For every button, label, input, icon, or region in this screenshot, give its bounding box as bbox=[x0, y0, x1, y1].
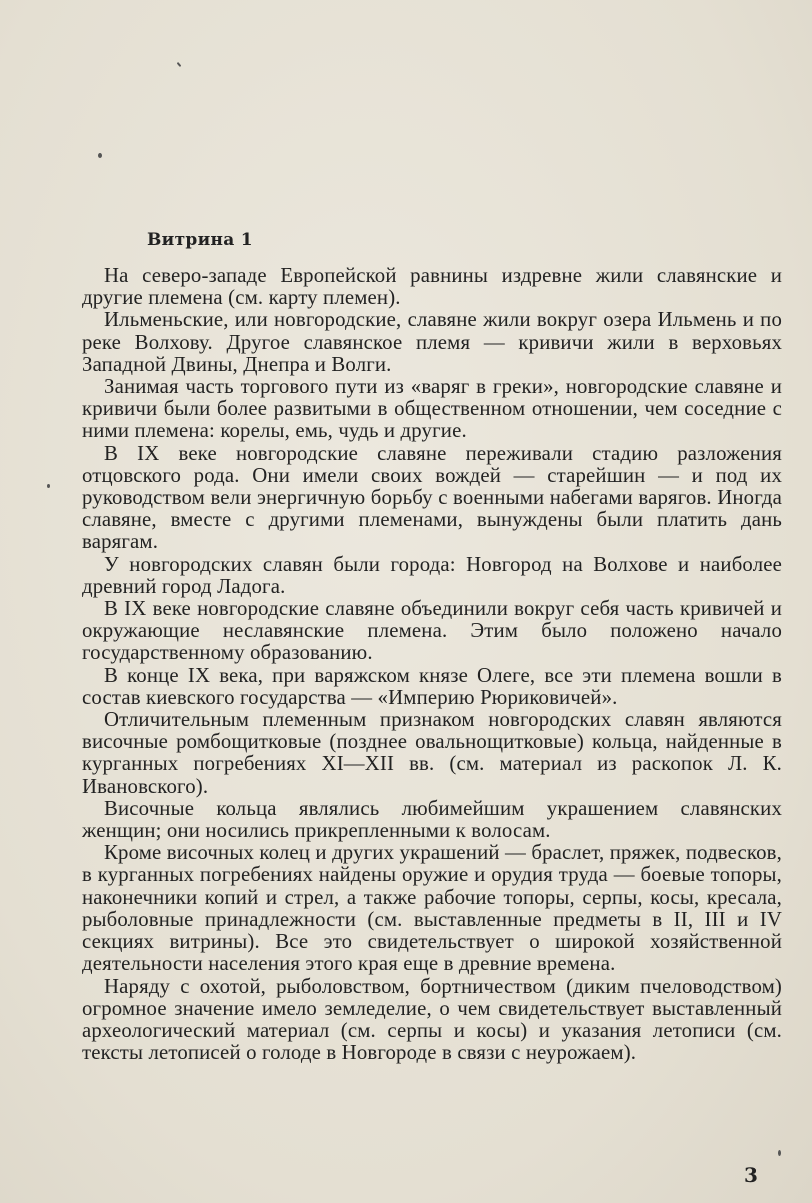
paragraph: Височные кольца являлись любимейшим украшением славянских женщин; они носились прикрепленными к волосам. bbox=[82, 796, 782, 843]
paragraph: Кроме височных колец и других украшений — браслет, пряжек, подвесков, в курганных погребениях найдены оружие и орудия труда — боевые топоры, наконечники копий и стрел, а также рабочие топоры, серпы, косы, кресала, рыболовные принадлежности (см. выставленные предметы в II, III и IV секциях витрины). Все это свидетельствует о широкой хозяйственной деятельности населения этого края еще в древние времена. bbox=[82, 841, 782, 976]
paragraph: Отличительным племенным признаком новгородских славян являются височные ромбощитковые (позднее овальнощитковые) кольца, найденные в курганных погребениях XI—XII вв. (см. материал из раскопок Л. К. Ивановского). bbox=[82, 708, 782, 798]
paper-speck bbox=[177, 62, 182, 67]
paragraph: В IX веке новгородские славяне объединили вокруг себя часть кривичей и окружающие неславянские племена. Этим было положено начало государственному образованию. bbox=[82, 597, 782, 665]
paper-speck bbox=[98, 153, 102, 158]
paragraph: Занимая часть торгового пути из «варяг в греки», новгородские славяне и кривичи были более развитыми в общественном отношении, чем соседние с ними племена: корелы, емь, чудь и другие. bbox=[82, 375, 782, 443]
body-text bbox=[82, 265, 782, 1064]
paragraph: Наряду с охотой, рыболовством, бортничеством (диким пчеловодством) огромное значение имело земледелие, о чем свидетельствует выставленный археологический материал (см. серпы и косы) и указания летописи (см. тексты летописей о голоде в Новгороде в связи с неурожаем). bbox=[82, 974, 782, 1065]
paragraph: В конце IX века, при варяжском князе Олеге, все эти племена вошли в состав киевского государства — «Империю Рюриковичей». bbox=[82, 663, 782, 709]
page-number: 3 bbox=[744, 1163, 758, 1187]
page-heading: Витрина 1 bbox=[147, 230, 253, 250]
paper-speck bbox=[47, 484, 50, 488]
paper-speck bbox=[778, 1150, 781, 1156]
paragraph: В IX веке новгородские славяне переживали стадию разложения отцовского рода. Они имели своих вождей — старейшин — и под их руководством вели энергичную борьбу с военными набегами варягов. Иногда славяне, вместе с другими племенами, вынуждены были платить дань варягам. bbox=[82, 441, 782, 554]
paragraph: На северо-западе Европейской равнины издревне жили славянские и другие племена (см. карту племен). bbox=[82, 264, 782, 310]
paragraph: Ильменьские, или новгородские, славяне жили вокруг озера Ильмень и по реке Волхову. Другое славянское племя — кривичи жили в верховьях Западной Двины, Днепра и Волги. bbox=[82, 308, 782, 376]
paragraph: У новгородских славян были города: Новгород на Волхове и наиболее древний город Ладога. bbox=[82, 552, 782, 598]
